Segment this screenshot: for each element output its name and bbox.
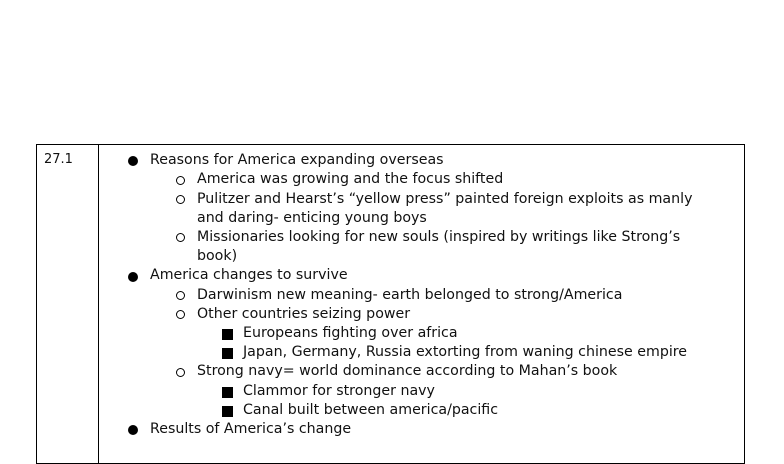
bullet-circle-icon [176,233,185,242]
level2-item-continued: and daring- enticing young boys [197,210,427,226]
bullet-square-icon [222,348,233,359]
level2-item-continued: book) [197,248,238,264]
level3-item: Japan, Germany, Russia extorting from waning chinese empire [243,344,688,360]
bullet-disc-icon [128,156,138,166]
bullet-square-icon [222,387,233,398]
bullet-circle-icon [176,291,185,300]
bullet-circle-icon [176,310,185,319]
level3-item: Canal built between america/pacific [243,402,499,418]
bullet-disc-icon [128,425,138,435]
level2-item: Darwinism new meaning- earth belonged to strong/America [197,287,623,303]
level2-item: Strong navy= world dominance according to Mahan’s book [197,363,618,379]
column-divider [98,145,99,463]
bullet-square-icon [222,329,233,340]
level3-item: Europeans fighting over africa [243,325,458,341]
level2-item: Missionaries looking for new souls (inspired by writings like Strong’s [197,229,681,245]
bullet-disc-icon [128,272,138,282]
level1-item: America changes to survive [150,267,348,283]
section-number: 27.1 [44,152,73,167]
level3-item: Clammor for stronger navy [243,383,435,399]
bullet-square-icon [222,406,233,417]
level2-item: Other countries seizing power [197,306,411,322]
bullet-circle-icon [176,195,185,204]
bullet-circle-icon [176,368,185,377]
bullet-circle-icon [176,176,185,185]
level1-item: Results of America’s change [150,421,352,437]
notes-table [36,144,745,464]
level1-item: Reasons for America expanding overseas [150,152,444,168]
level2-item: America was growing and the focus shifted [197,171,504,187]
level2-item: Pulitzer and Hearst’s “yellow press” painted foreign exploits as manly [197,191,693,207]
